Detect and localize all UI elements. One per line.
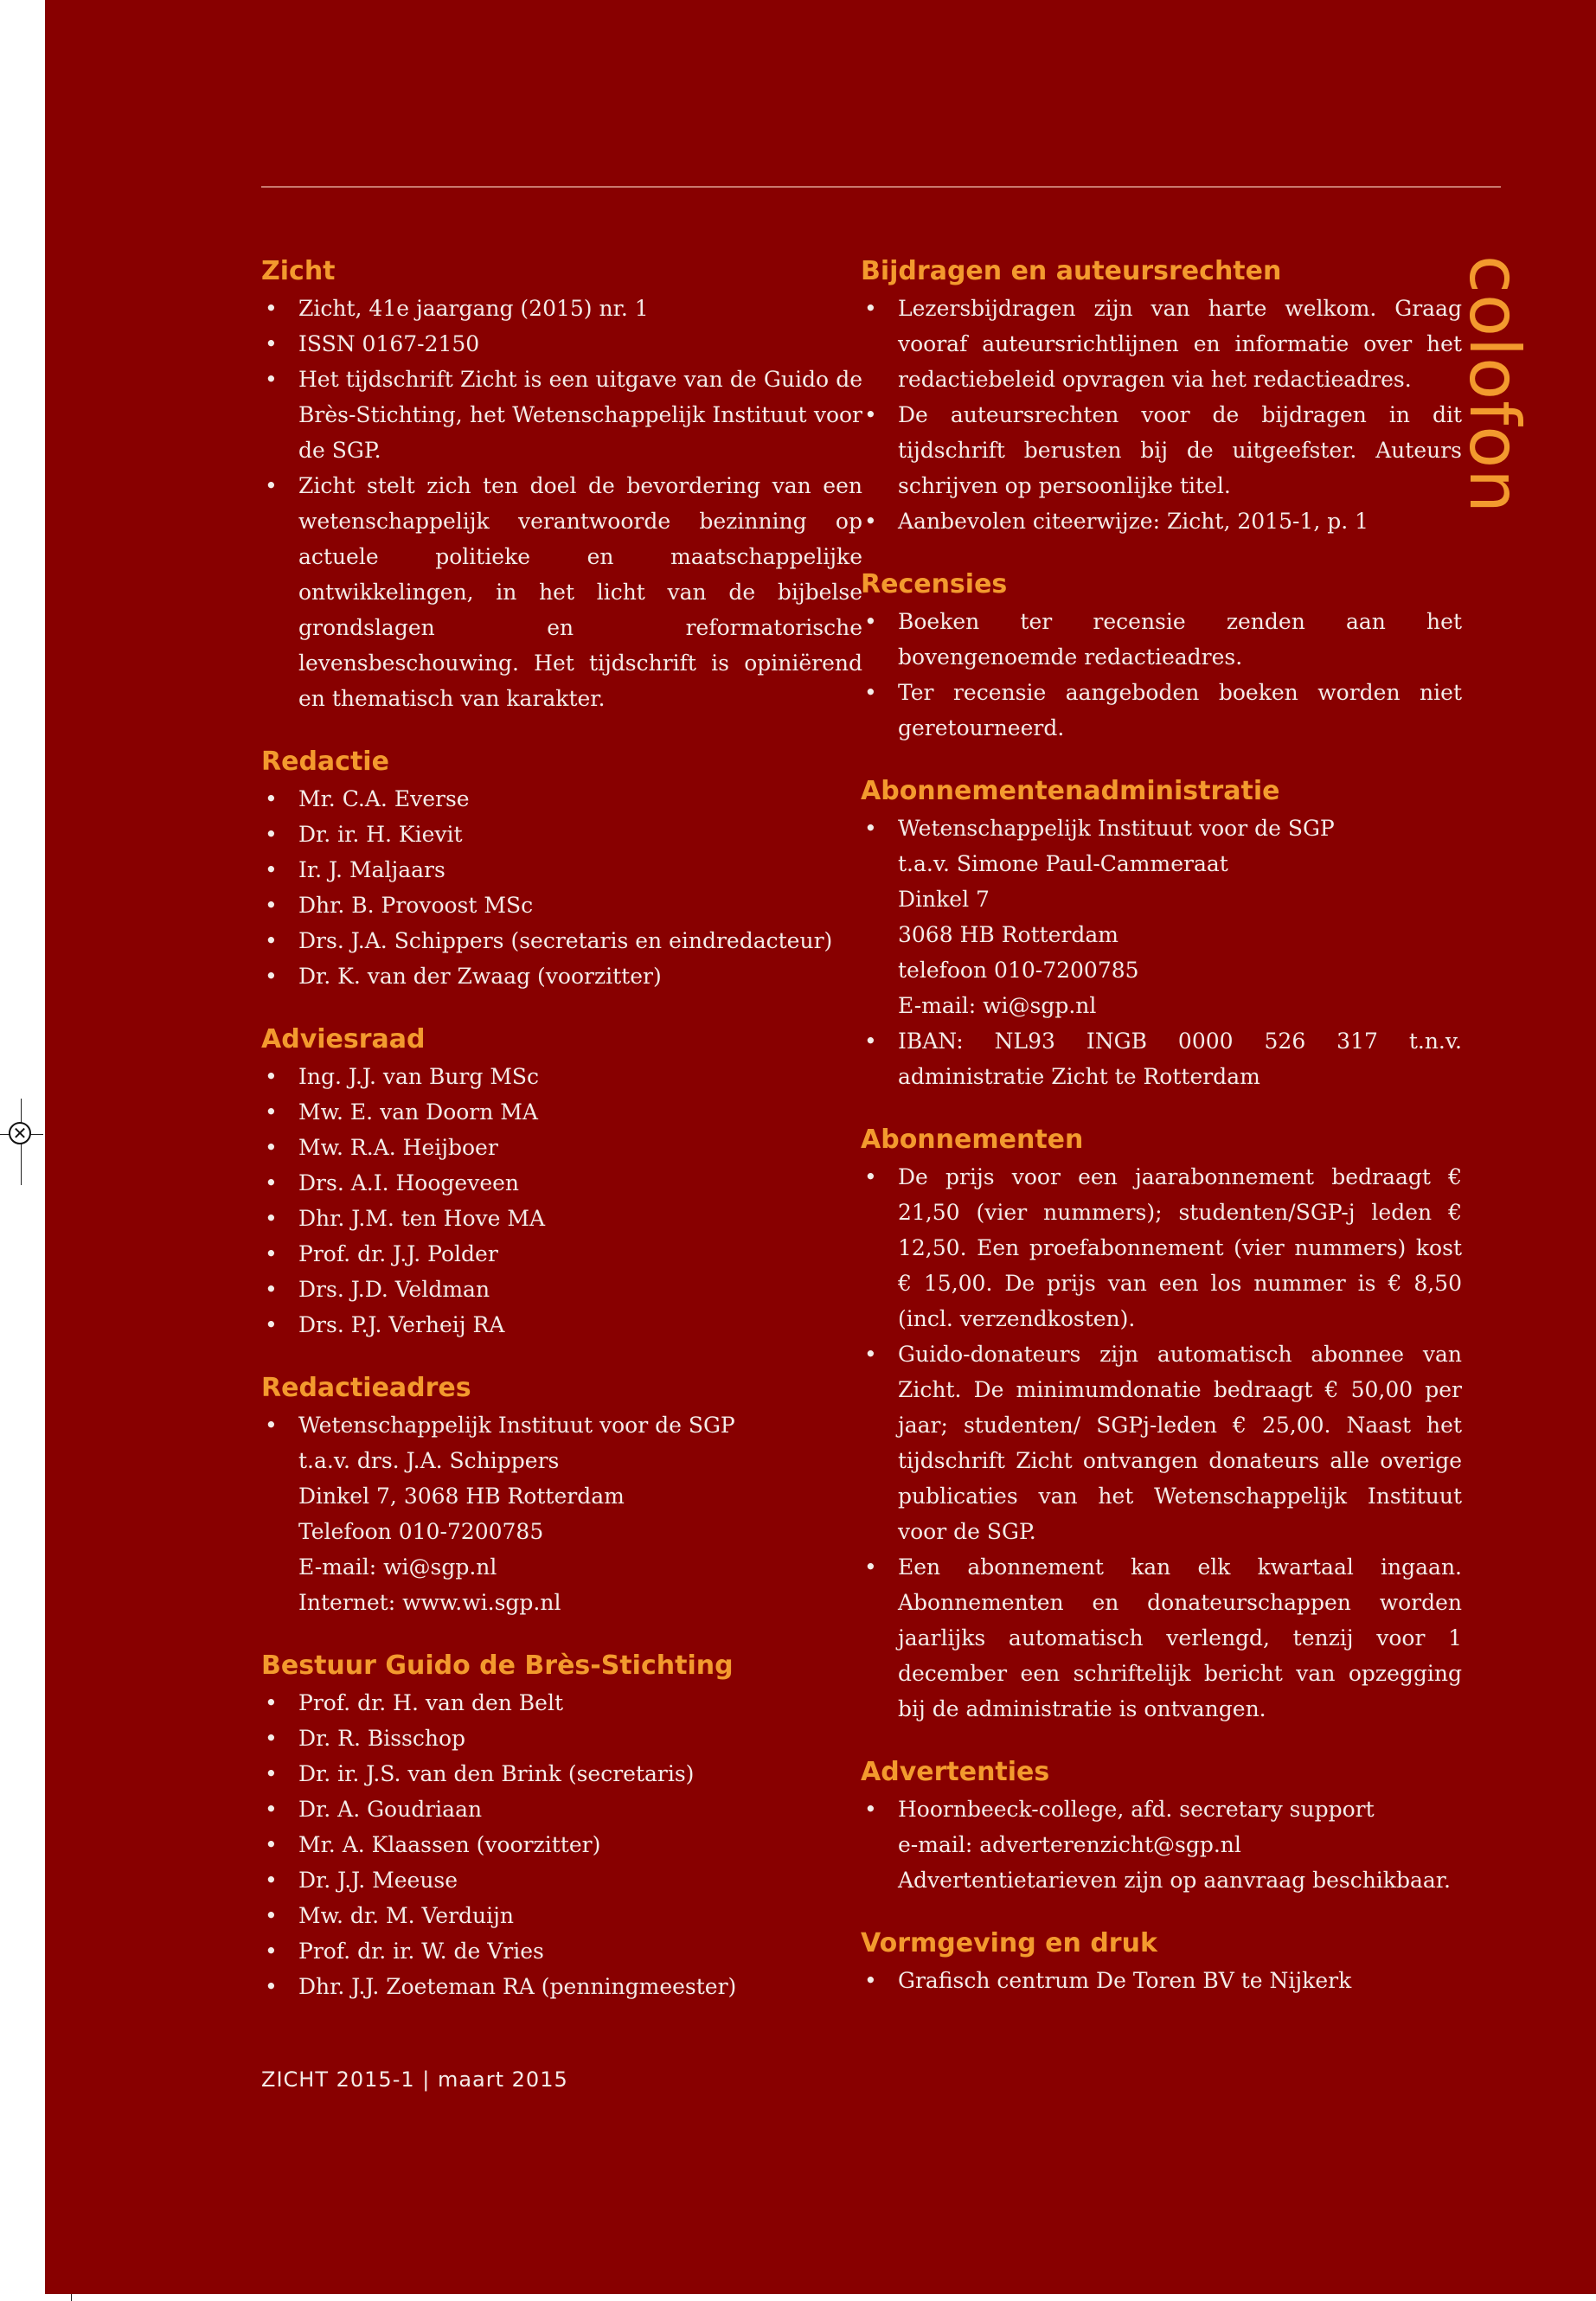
list-item-line: • Zicht stelt zich ten doel de bevordering van een wetenschappelijk verantwoorde bezinning op actuele politieke en maatschappelijke ontwikkelingen, in het licht van de bijbelse grondslagen en reformatorische levensbeschouwing. Het tijdschrift is opiniërend en thematisch van karakter. xyxy=(298,473,862,711)
bullet-list xyxy=(861,811,1462,1094)
registration-mark-icon: ✕ xyxy=(9,1122,31,1144)
list-item-line: • Drs. A.I. Hoogeveen xyxy=(298,1170,520,1195)
section-adviesraad xyxy=(261,1021,862,1343)
list-item xyxy=(261,1165,862,1201)
list-item-line: • Drs. J.D. Veldman xyxy=(298,1277,490,1302)
list-item-line: • Zicht, 41e jaargang (2015) nr. 1 xyxy=(298,296,649,321)
bullet-list xyxy=(861,1963,1462,1998)
list-item xyxy=(261,1969,862,2004)
list-item-line: • Aanbevolen citeerwijze: Zicht, 2015-1, p. 1 xyxy=(898,509,1369,534)
section-heading: Adviesraad xyxy=(261,1024,426,1054)
list-item xyxy=(861,1963,1462,1998)
list-item-line: • Dhr. J.J. Zoeteman RA (penningmeester) xyxy=(298,1974,737,1999)
list-item-line: Dinkel 7 xyxy=(898,887,990,912)
section-heading: Redactieadres xyxy=(261,1373,471,1403)
section-heading: Advertenties xyxy=(861,1757,1050,1787)
section-zicht xyxy=(261,253,862,716)
bullet-list xyxy=(861,291,1462,539)
list-item-line: • ISSN 0167-2150 xyxy=(298,331,480,356)
list-item xyxy=(261,888,862,923)
bullet-list xyxy=(261,291,862,716)
colophon-page xyxy=(45,0,1596,2294)
list-item xyxy=(261,362,862,468)
list-item-line: • Grafisch centrum De Toren BV te Nijkerk xyxy=(898,1968,1352,1993)
list-item-line: • Hoornbeeck-college, afd. secretary support xyxy=(898,1797,1375,1822)
list-item-line: • Mr. A. Klaassen (voorzitter) xyxy=(298,1832,601,1857)
list-item-line: • Prof. dr. J.J. Polder xyxy=(298,1241,498,1266)
section-heading: Abonnementen xyxy=(861,1125,1084,1155)
left-column xyxy=(261,253,862,2031)
list-item-line: 3068 HB Rotterdam xyxy=(898,922,1119,947)
list-item xyxy=(261,1933,862,1969)
bullet-list xyxy=(261,781,862,994)
list-item-line: E-mail: wi@sgp.nl xyxy=(298,1554,497,1580)
list-item-line: • Ing. J.J. van Burg MSc xyxy=(298,1064,540,1089)
list-item xyxy=(861,604,1462,675)
list-item xyxy=(261,1685,862,1721)
list-item xyxy=(261,1898,862,1933)
section-heading: Abonnementenadministratie xyxy=(861,776,1280,806)
section-heading: Vormgeving en druk xyxy=(861,1928,1157,1958)
list-item xyxy=(261,1130,862,1165)
list-item xyxy=(261,852,862,888)
top-rule xyxy=(261,186,1501,188)
list-item xyxy=(861,1791,1462,1898)
bullet-list xyxy=(861,1791,1462,1898)
bullet-list xyxy=(261,1059,862,1343)
list-item xyxy=(261,1862,862,1898)
section-abonnementenadministratie xyxy=(861,772,1462,1094)
page-footer: ZICHT 2015-1 | maart 2015 xyxy=(261,2067,568,2092)
bullet-list xyxy=(261,1685,862,2004)
list-item-line: • Dr. J.J. Meeuse xyxy=(298,1868,458,1893)
list-item-line: t.a.v. Simone Paul-Cammeraat xyxy=(898,851,1228,876)
list-item-line: e-mail: adverterenzicht@sgp.nl xyxy=(898,1832,1241,1857)
section-abonnementen xyxy=(861,1121,1462,1727)
list-item-line: • Ir. J. Maljaars xyxy=(298,857,445,882)
list-item-line: • Mw. R.A. Heijboer xyxy=(298,1135,498,1160)
list-item-line: • Prof. dr. ir. W. de Vries xyxy=(298,1939,544,1964)
list-item-line: • Dr. A. Goudriaan xyxy=(298,1797,483,1822)
list-item xyxy=(261,781,862,817)
list-item xyxy=(261,1307,862,1343)
list-item xyxy=(861,291,1462,397)
list-item-line: • Mw. dr. M. Verduijn xyxy=(298,1903,514,1928)
list-item xyxy=(261,1236,862,1272)
section-advertenties xyxy=(861,1753,1462,1898)
list-item xyxy=(861,1159,1462,1336)
list-item xyxy=(261,291,862,326)
list-item-line: • Mr. C.A. Everse xyxy=(298,786,470,811)
list-item-line: • Drs. J.A. Schippers (secretaris en eindredacteur) xyxy=(298,928,833,953)
list-item-line: t.a.v. drs. J.A. Schippers xyxy=(298,1448,560,1473)
list-item-line: • De auteursrechten voor de bijdragen in dit tijdschrift berusten bij de uitgeefster. Auteurs schrijven op persoonlijke titel. xyxy=(898,402,1462,498)
list-item xyxy=(261,1201,862,1236)
list-item xyxy=(861,503,1462,539)
right-column xyxy=(861,253,1462,2025)
section-heading: Bestuur Guido de Brès-Stichting xyxy=(261,1650,734,1681)
list-item xyxy=(261,1272,862,1307)
list-item-line: • Dr. K. van der Zwaag (voorzitter) xyxy=(298,964,662,989)
list-item-line: • Dr. ir. J.S. van den Brink (secretaris) xyxy=(298,1761,695,1786)
list-item xyxy=(861,1336,1462,1549)
section-bijdragen-en-auteursrechten xyxy=(861,253,1462,539)
section-heading: Bijdragen en auteursrechten xyxy=(861,256,1282,286)
list-item xyxy=(261,1059,862,1094)
list-item-line: • Dhr. J.M. ten Hove MA xyxy=(298,1206,546,1231)
list-item-line: • Wetenschappelijk Instituut voor de SGP xyxy=(898,816,1335,841)
list-item xyxy=(861,675,1462,746)
list-item-line: • Wetenschappelijk Instituut voor de SGP xyxy=(298,1413,735,1438)
list-item xyxy=(261,326,862,362)
list-item-line: • Een abonnement kan elk kwartaal ingaan. Abonnementen en donateurschappen worden jaarlijks automatisch verlengd, tenzij voor 1 december een schriftelijk bericht van opzegging bij de administratie is ontvangen. xyxy=(898,1554,1462,1721)
list-item-line: • Het tijdschrift Zicht is een uitgave van de Guido de Brès-Stichting, het Wetenschappelijk Instituut voor de SGP. xyxy=(298,367,862,463)
list-item xyxy=(261,468,862,716)
section-redactieadres xyxy=(261,1369,862,1620)
list-item xyxy=(861,397,1462,503)
list-item-line: • Prof. dr. H. van den Belt xyxy=(298,1690,564,1715)
list-item xyxy=(261,1756,862,1791)
list-item-line: • Mw. E. van Doorn MA xyxy=(298,1099,538,1125)
list-item xyxy=(861,811,1462,1023)
list-item-line: • Dr. R. Bisschop xyxy=(298,1726,466,1751)
section-heading: Redactie xyxy=(261,747,389,777)
section-bestuur-guido-de-bres-stichting xyxy=(261,1647,862,2004)
list-item xyxy=(261,1791,862,1827)
list-item-line: • De prijs voor een jaarabonnement bedraagt € 21,50 (vier nummers); studenten/SGP-j leden € 12,50. Een proefabonnement (vier nummers) kost € 15,00. De prijs van een los nummer is € 8,50 (incl. verzendkosten). xyxy=(898,1164,1462,1331)
list-item xyxy=(261,1407,862,1620)
list-item xyxy=(861,1023,1462,1094)
list-item-line: • Guido-donateurs zijn automatisch abonnee van Zicht. De minimumdonatie bedraagt € 50,00 per jaar; studenten/ SGPj-leden € 25,00. Naast het tijdschrift Zicht ontvangen donateurs alle overige publicaties van het Wetenschappelijk Instituut voor de SGP. xyxy=(898,1342,1462,1544)
list-item-line: Telefoon 010-7200785 xyxy=(298,1519,544,1544)
section-vormgeving-en-druk xyxy=(861,1925,1462,1998)
list-item-line: • Drs. P.J. Verheij RA xyxy=(298,1312,505,1337)
list-item-line: • Dhr. B. Provoost MSc xyxy=(298,893,534,918)
list-item-line: Dinkel 7, 3068 HB Rotterdam xyxy=(298,1484,625,1509)
list-item xyxy=(261,958,862,994)
bullet-list xyxy=(861,604,1462,746)
list-item-line: E-mail: wi@sgp.nl xyxy=(898,993,1097,1018)
list-item-line: Advertentietarieven zijn op aanvraag beschikbaar. xyxy=(898,1868,1451,1893)
bullet-list xyxy=(861,1159,1462,1727)
list-item xyxy=(261,1094,862,1130)
list-item-line: • IBAN: NL93 INGB 0000 526 317 t.n.v. administratie Zicht te Rotterdam xyxy=(898,1029,1462,1089)
list-item-line: telefoon 010-7200785 xyxy=(898,958,1139,983)
section-recensies xyxy=(861,566,1462,746)
list-item-line: • Dr. ir. H. Kievit xyxy=(298,822,463,847)
list-item-line: Internet: www.wi.sgp.nl xyxy=(298,1590,561,1615)
list-item-line: • Lezersbijdragen zijn van harte welkom. Graag vooraf auteursrichtlijnen en informatie over het redactiebeleid opvragen via het redactieadres. xyxy=(898,296,1462,392)
list-item-line: • Ter recensie aangeboden boeken worden niet geretourneerd. xyxy=(898,680,1462,740)
section-heading: Zicht xyxy=(261,256,336,286)
section-redactie xyxy=(261,743,862,994)
list-item xyxy=(261,923,862,958)
page-margin xyxy=(0,0,45,2301)
list-item xyxy=(861,1549,1462,1727)
list-item-line: • Boeken ter recensie zenden aan het bovengenoemde redactieadres. xyxy=(898,609,1462,670)
vertical-title: colofon xyxy=(1454,255,1535,514)
list-item xyxy=(261,1721,862,1756)
list-item xyxy=(261,817,862,852)
list-item xyxy=(261,1827,862,1862)
bullet-list xyxy=(261,1407,862,1620)
section-heading: Recensies xyxy=(861,569,1008,599)
